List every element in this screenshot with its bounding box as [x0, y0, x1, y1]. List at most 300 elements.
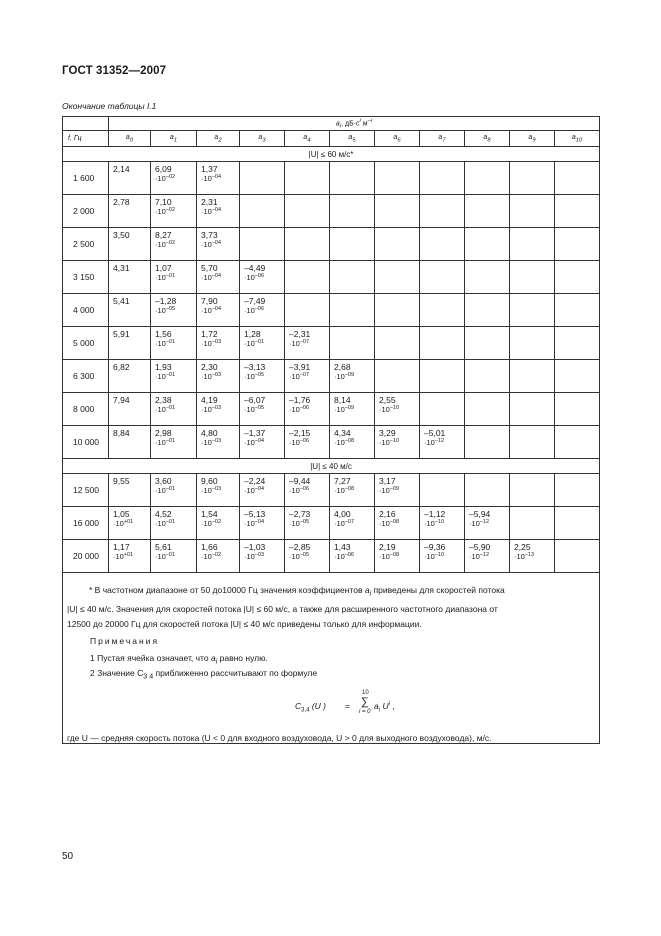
sum-upper-limit: 10: [362, 690, 369, 696]
empty-cell: [555, 327, 600, 360]
empty-cell: [465, 195, 510, 228]
empty-cell: [330, 162, 375, 195]
table-row: [63, 426, 600, 459]
column-header-a9: $a_9$: [510, 131, 555, 147]
frequency-cell: 16 000: [63, 507, 109, 540]
table-row: [63, 162, 600, 195]
empty-cell: [285, 162, 330, 195]
empty-cell: [375, 261, 420, 294]
empty-cell: [510, 507, 555, 540]
empty-cell: [420, 294, 465, 327]
table-cell: [465, 507, 510, 540]
note-2: 2 Значение $C_{3 4}$ приближенно рассчитывают по формуле: [90, 668, 318, 681]
table-cell: [109, 540, 151, 573]
table-row: [63, 195, 600, 228]
table-cell: 4,31: [109, 261, 151, 294]
cell-mantissa: –1,12: [424, 509, 446, 519]
table-cell: 9,55: [109, 474, 151, 507]
cell-mantissa: –2,31: [289, 329, 311, 339]
table-cell: [330, 426, 375, 459]
cell-exponent: $\cdot 10^{-03}$: [201, 405, 222, 414]
cell-mantissa: 1,72: [201, 329, 218, 339]
table-cell: [330, 474, 375, 507]
column-header-a1: $a_1$: [151, 131, 197, 147]
cell-exponent: $\cdot 10^{-02}$: [155, 207, 176, 216]
cell-mantissa: 4,19: [201, 395, 218, 405]
cell-exponent: $\cdot 10^{-04}$: [201, 207, 222, 216]
table-cell: 5,91: [109, 327, 151, 360]
footnote: [67, 583, 593, 632]
table-row: [63, 474, 600, 507]
cell-mantissa: 1,66: [201, 542, 218, 552]
cell-exponent: $\cdot 10^{-08}$: [334, 486, 355, 495]
cell-exponent: $\cdot 10^{-06}$: [244, 306, 265, 315]
table-row: [63, 327, 600, 360]
table-row: [63, 507, 600, 540]
table-cell: [375, 474, 420, 507]
empty-cell: [510, 228, 555, 261]
notes-row: [63, 573, 600, 744]
column-header-a4: $a_4$: [285, 131, 330, 147]
table-cell: [285, 474, 330, 507]
cell-mantissa: 2,16: [379, 509, 396, 519]
table-cell: [197, 294, 240, 327]
cell-mantissa: 3,73: [201, 230, 218, 240]
cell-exponent: $\cdot 10^{-01}$: [244, 339, 265, 348]
cell-exponent: $\cdot 10^{-04}$: [244, 486, 265, 495]
empty-cell: [375, 195, 420, 228]
cell-mantissa: –9,44: [289, 476, 311, 486]
empty-cell: [330, 195, 375, 228]
cell-exponent: $\cdot 10^{-05}$: [155, 306, 176, 315]
cell-exponent: $\cdot 10^{-07}$: [334, 519, 355, 528]
table-cell: [420, 507, 465, 540]
column-header-a8: $a_8$: [465, 131, 510, 147]
table-cell: [197, 195, 240, 228]
empty-cell: [510, 327, 555, 360]
formula-lhs: $C_{3,4}$ (U ): [295, 701, 327, 714]
frequency-cell: 8 000: [63, 393, 109, 426]
empty-cell: [555, 540, 600, 573]
empty-cell: [465, 228, 510, 261]
cell-mantissa: 3,17: [379, 476, 396, 486]
table-caption: Окончание таблицы I.1: [62, 101, 157, 111]
cell-mantissa: 5,70: [201, 263, 218, 273]
empty-cell: [285, 294, 330, 327]
empty-cell: [285, 261, 330, 294]
cell-exponent: $\cdot 10^{-10}$: [424, 519, 445, 528]
cell-mantissa: 2,31: [201, 197, 218, 207]
table-cell: [197, 261, 240, 294]
cell-exponent: $\cdot 10^{-04}$: [244, 438, 265, 447]
empty-cell: [375, 327, 420, 360]
cell-mantissa: 4,00: [334, 509, 351, 519]
cell-exponent: $\cdot 10^{-05}$: [289, 552, 310, 561]
frequency-cell: 20 000: [63, 540, 109, 573]
table-row: [63, 393, 600, 426]
empty-cell: [375, 228, 420, 261]
cell-mantissa: 2,19: [379, 542, 396, 552]
empty-cell: [375, 360, 420, 393]
cell-mantissa: 2,68: [334, 362, 351, 372]
table-cell: [197, 507, 240, 540]
page-number: 50: [62, 851, 74, 862]
cell-exponent: $\cdot 10^{-06}$: [289, 438, 310, 447]
table-cell: [240, 540, 285, 573]
empty-cell: [510, 261, 555, 294]
table-row: [63, 360, 600, 393]
frequency-cell: 2 500: [63, 228, 109, 261]
table-cell: [151, 261, 197, 294]
table-cell: [197, 327, 240, 360]
empty-cell: [375, 162, 420, 195]
table-cell: 2,14: [109, 162, 151, 195]
empty-cell: [465, 360, 510, 393]
cell-exponent: $\cdot 10^{-06}$: [289, 486, 310, 495]
empty-cell: [555, 393, 600, 426]
cell-mantissa: –1,76: [289, 395, 311, 405]
table-cell: [197, 474, 240, 507]
table-cell: 7,94: [109, 393, 151, 426]
table-cell: [510, 540, 555, 573]
table-cell: 3,50: [109, 228, 151, 261]
table-cell: [240, 294, 285, 327]
empty-cell: [420, 393, 465, 426]
table-cell: [240, 393, 285, 426]
table-cell: [240, 507, 285, 540]
table-cell: [197, 360, 240, 393]
footnote-text: приведены для скоростей потока: [371, 585, 505, 595]
cell-mantissa: 1,54: [201, 509, 218, 519]
cell-exponent: $\cdot 10^{-01}$: [155, 519, 176, 528]
cell-mantissa: 2,25: [514, 542, 531, 552]
cell-mantissa: 5,61: [155, 542, 172, 552]
cell-exponent: $\cdot 10^{-10}$: [379, 438, 400, 447]
section-row: [63, 459, 600, 474]
cell-exponent: $\cdot 10^{-13}$: [514, 552, 535, 561]
cell-mantissa: –5,13: [244, 509, 266, 519]
table-cell: 2,78: [109, 195, 151, 228]
table-cell: [151, 195, 197, 228]
cell-exponent: $\cdot 10^{-12}$: [424, 438, 445, 447]
cell-mantissa: 1,93: [155, 362, 172, 372]
empty-cell: [555, 426, 600, 459]
cell-exponent: $\cdot 10^{-01}$: [155, 552, 176, 561]
frequency-cell: 10 000: [63, 426, 109, 459]
table-row: [63, 294, 600, 327]
column-header-a3: $a_3$: [240, 131, 285, 147]
empty-cell: [285, 195, 330, 228]
section-label: |U| ≤ 40 м/с: [63, 459, 600, 474]
column-header-a7: $a_7$: [420, 131, 465, 147]
frequency-cell: 12 500: [63, 474, 109, 507]
column-header-a6: $a_6$: [375, 131, 420, 147]
table-cell: [240, 474, 285, 507]
empty-cell: [285, 228, 330, 261]
empty-cell: [555, 228, 600, 261]
cell-exponent: $\cdot 10^{-01}$: [155, 405, 176, 414]
table-cell: [285, 327, 330, 360]
empty-cell: [555, 507, 600, 540]
cell-exponent: $\cdot 10^{+01}$: [113, 519, 134, 528]
variable-explanation: где U — средняя скорость потока (U < 0 для входного воздуховода, U > 0 для выходного воздуховода), м/с.: [67, 733, 492, 743]
empty-cell: [375, 294, 420, 327]
footnote-subscript: i: [369, 589, 372, 598]
formula-equals: =: [345, 701, 350, 711]
empty-cell: [510, 393, 555, 426]
empty-cell: [330, 327, 375, 360]
empty-cell: [420, 162, 465, 195]
empty-cell: [555, 474, 600, 507]
section-row: [63, 147, 600, 162]
cell-mantissa: 2,30: [201, 362, 218, 372]
table-row: [63, 228, 600, 261]
empty-cell: [420, 327, 465, 360]
empty-cell: [465, 474, 510, 507]
table-cell: 6,82: [109, 360, 151, 393]
cell-mantissa: 6,09: [155, 164, 172, 174]
table-cell: [240, 360, 285, 393]
cell-mantissa: –7,49: [244, 296, 266, 306]
table-cell: 5,41: [109, 294, 151, 327]
cell-exponent: $\cdot 10^{-09}$: [334, 405, 355, 414]
cell-mantissa: –2,73: [289, 509, 311, 519]
cell-mantissa: –2,15: [289, 428, 311, 438]
notes-heading: Примечания: [90, 636, 160, 646]
table-cell: [285, 426, 330, 459]
cell-mantissa: –5,01: [424, 428, 446, 438]
empty-cell: [510, 162, 555, 195]
cell-exponent: $\cdot 10^{-03}$: [201, 339, 222, 348]
cell-exponent: $\cdot 10^{-06}$: [334, 552, 355, 561]
formula-rhs: $a_i$ $U^i$ ,: [374, 701, 395, 714]
footnote-symbol: a: [364, 585, 370, 595]
cell-exponent: $\cdot 10^{-06}$: [244, 273, 265, 282]
table-cell: [330, 360, 375, 393]
frequency-cell: 4 000: [63, 294, 109, 327]
cell-exponent: $\cdot 10^{-12}$: [469, 519, 490, 528]
empty-cell: [510, 426, 555, 459]
empty-cell: [510, 195, 555, 228]
cell-exponent: $\cdot 10^{-01}$: [155, 438, 176, 447]
column-header-a2: $a_2$: [197, 131, 240, 147]
table-cell: [285, 360, 330, 393]
column-header-a0: $a_0$: [109, 131, 151, 147]
cell-mantissa: 2,55: [379, 395, 396, 405]
table-cell: [151, 360, 197, 393]
empty-cell: [330, 294, 375, 327]
empty-cell: [420, 195, 465, 228]
cell-exponent: $\cdot 10^{-04}$: [201, 174, 222, 183]
sum-sign-icon: ∑: [361, 696, 369, 708]
table-cell: [285, 540, 330, 573]
empty-cell: [465, 162, 510, 195]
footnote-line: 12500 до 20000 Гц для скоростей потока |U| ≤ 40 м/с приведены только для информации.: [67, 618, 422, 629]
empty-cell: [555, 195, 600, 228]
table-cell: 8,84: [109, 426, 151, 459]
table-cell: [375, 426, 420, 459]
cell-exponent: $\cdot 10^{-05}$: [289, 519, 310, 528]
cell-mantissa: 1,43: [334, 542, 351, 552]
footnote-line: |U| ≤ 40 м/с. Значения для скоростей потока |U| ≤ 60 м/с, а также для расширенного частотного диапазона от: [67, 603, 498, 614]
cell-mantissa: 1,37: [201, 164, 218, 174]
table-cell: [240, 327, 285, 360]
coefficient-table: [62, 116, 600, 744]
sum-lower-limit: i = 0: [359, 709, 371, 715]
table-cell: [197, 162, 240, 195]
table-cell: [465, 540, 510, 573]
table-cell: [375, 540, 420, 573]
table-cell: [197, 426, 240, 459]
cell-mantissa: –2,24: [244, 476, 266, 486]
column-header-a10: $a_{10}$: [555, 131, 600, 147]
cell-exponent: $\cdot 10^{-07}$: [289, 339, 310, 348]
empty-cell: [420, 261, 465, 294]
cell-exponent: $\cdot 10^{-07}$: [289, 372, 310, 381]
column-header-frequency: f, Гц: [63, 131, 109, 147]
footnote-text: * В частотном диапазоне от 50 до10000 Гц значения коэффициентов: [89, 585, 365, 595]
empty-cell: [510, 360, 555, 393]
cell-exponent: $\cdot 10^{-05}$: [244, 405, 265, 414]
cell-exponent: $\cdot 10^{-01}$: [155, 339, 176, 348]
cell-exponent: $\cdot 10^{-01}$: [155, 486, 176, 495]
cell-exponent: $\cdot 10^{-08}$: [379, 519, 400, 528]
table-cell: [109, 507, 151, 540]
empty-cell: [420, 228, 465, 261]
cell-mantissa: –6,07: [244, 395, 266, 405]
cell-mantissa: 8,27: [155, 230, 172, 240]
table-row: [63, 261, 600, 294]
table-cell: [375, 507, 420, 540]
table-cell: [285, 507, 330, 540]
cell-mantissa: 8,14: [334, 395, 351, 405]
table-cell: [197, 228, 240, 261]
cell-mantissa: –3,91: [289, 362, 311, 372]
table-cell: [285, 393, 330, 426]
cell-mantissa: –5,90: [469, 542, 491, 552]
empty-cell: [555, 162, 600, 195]
table-cell: [151, 162, 197, 195]
empty-cell: [420, 474, 465, 507]
table-row: [63, 540, 600, 573]
frequency-cell: 6 300: [63, 360, 109, 393]
empty-cell: [465, 261, 510, 294]
column-header-a5: $a_5$: [330, 131, 375, 147]
cell-exponent: $\cdot 10^{-08}$: [334, 438, 355, 447]
cell-mantissa: 2,38: [155, 395, 172, 405]
empty-cell: [465, 393, 510, 426]
frequency-cell: 1 600: [63, 162, 109, 195]
table-cell: [330, 507, 375, 540]
table-cell: [151, 540, 197, 573]
cell-exponent: $\cdot 10^{-03}$: [244, 552, 265, 561]
cell-exponent: $\cdot 10^{+01}$: [113, 552, 134, 561]
cell-mantissa: –5,94: [469, 509, 491, 519]
empty-cell: [240, 195, 285, 228]
empty-cell: [330, 228, 375, 261]
notes-cell: [63, 573, 600, 744]
cell-mantissa: 4,80: [201, 428, 218, 438]
cell-exponent: $\cdot 10^{-04}$: [201, 273, 222, 282]
table-cell: [375, 393, 420, 426]
table-cell: [240, 426, 285, 459]
cell-exponent: $\cdot 10^{-04}$: [201, 306, 222, 315]
cell-exponent: $\cdot 10^{-02}$: [201, 519, 222, 528]
empty-cell: [330, 261, 375, 294]
document-title: ГОСТ 31352—2007: [62, 65, 167, 77]
empty-cell: [555, 261, 600, 294]
section-label: |U| ≤ 60 м/с*: [63, 147, 600, 162]
cell-exponent: $\cdot 10^{-02}$: [155, 240, 176, 249]
cell-exponent: $\cdot 10^{-06}$: [289, 405, 310, 414]
table-cell: [420, 426, 465, 459]
cell-exponent: $\cdot 10^{-01}$: [155, 273, 176, 282]
cell-mantissa: 4,34: [334, 428, 351, 438]
cell-exponent: $\cdot 10^{-10}$: [379, 405, 400, 414]
cell-exponent: $\cdot 10^{-03}$: [201, 486, 222, 495]
cell-exponent: $\cdot 10^{-04}$: [244, 519, 265, 528]
cell-mantissa: 1,17: [113, 542, 130, 552]
cell-mantissa: –1,03: [244, 542, 266, 552]
cell-exponent: $\cdot 10^{-09}$: [379, 486, 400, 495]
cell-mantissa: 7,90: [201, 296, 218, 306]
empty-cell: [420, 360, 465, 393]
table-cell: [151, 507, 197, 540]
cell-mantissa: 2,98: [155, 428, 172, 438]
table-cell: [330, 393, 375, 426]
cell-mantissa: 7,27: [334, 476, 351, 486]
cell-exponent: $\cdot 10^{-04}$: [201, 240, 222, 249]
cell-exponent: $\cdot 10^{-02}$: [155, 174, 176, 183]
empty-cell: [510, 294, 555, 327]
empty-cell: [240, 162, 285, 195]
frequency-cell: 5 000: [63, 327, 109, 360]
cell-exponent: $\cdot 10^{-03}$: [201, 372, 222, 381]
table-cell: [197, 540, 240, 573]
cell-exponent: $\cdot 10^{-10}$: [424, 552, 445, 561]
table-cell: [240, 261, 285, 294]
header-empty-cell: [63, 117, 109, 131]
empty-cell: [240, 228, 285, 261]
table-cell: [151, 426, 197, 459]
cell-mantissa: 1,07: [155, 263, 172, 273]
cell-mantissa: 1,28: [244, 329, 261, 339]
cell-mantissa: –1,28: [155, 296, 177, 306]
table-cell: [151, 474, 197, 507]
cell-mantissa: –3,13: [244, 362, 266, 372]
empty-cell: [510, 474, 555, 507]
cell-mantissa: –1,37: [244, 428, 266, 438]
table-cell: [151, 294, 197, 327]
cell-exponent: $\cdot 10^{-03}$: [201, 438, 222, 447]
empty-cell: [555, 360, 600, 393]
cell-exponent: $\cdot 10^{-02}$: [201, 552, 222, 561]
table-cell: [151, 228, 197, 261]
frequency-cell: 3 150: [63, 261, 109, 294]
cell-mantissa: 3,29: [379, 428, 396, 438]
cell-mantissa: 4,52: [155, 509, 172, 519]
empty-cell: [465, 327, 510, 360]
table-cell: [197, 393, 240, 426]
cell-exponent: $\cdot 10^{-09}$: [334, 372, 355, 381]
empty-cell: [465, 426, 510, 459]
table-cell: [151, 327, 197, 360]
unit-header: $a_i$, $дБ\cdot с^i$ $м^{-i}$: [109, 117, 600, 131]
cell-mantissa: –2,85: [289, 542, 311, 552]
formula: [295, 688, 425, 724]
cell-mantissa: 1,05: [113, 509, 130, 519]
cell-exponent: $\cdot 10^{-12}$: [469, 552, 490, 561]
